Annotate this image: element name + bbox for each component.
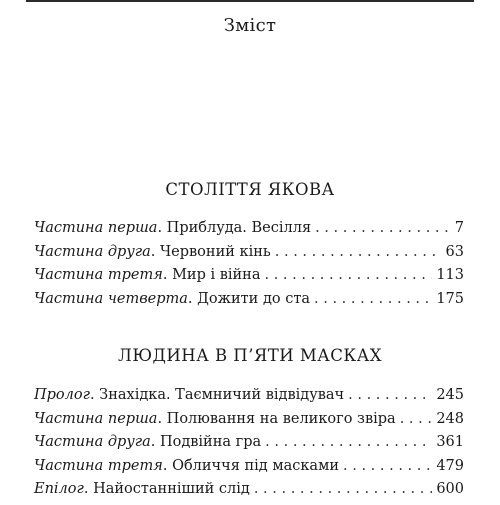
toc-entry-part: Пролог (34, 387, 90, 403)
toc-entry-title: Знахідка. Таємничий відвідувач (99, 387, 345, 403)
dot-leader (314, 291, 432, 307)
dot-leader (348, 387, 432, 403)
toc-entry-title: Полювання на великого звіра (166, 410, 396, 427)
toc-entry[interactable]: Частина друга . Червоний кінь . . . 63 (34, 244, 464, 268)
toc-entry-title: Обличчя під масками (172, 457, 340, 474)
toc-list (34, 387, 464, 505)
toc-entry[interactable]: Частина перша . Приблуда. Весілля . . . 7 (34, 220, 464, 244)
dot-leader (343, 458, 432, 474)
toc-entry-part: Частина друга (34, 434, 151, 450)
toc-entry-part: Частина перша (34, 220, 158, 236)
toc-entry[interactable]: Частина друга . Подвійна гра . . . 361 (34, 434, 464, 458)
top-rule (26, 0, 474, 2)
toc-entry-part: Частина третя (34, 457, 163, 474)
section-heading: СТОЛІТТЯ ЯКОВА (165, 180, 335, 199)
dot-leader (265, 434, 432, 450)
toc-entry[interactable]: Частина третя . Обличчя під масками . . . 479 (34, 458, 464, 482)
toc-entry-page: 175 (436, 290, 464, 307)
toc-entry-title: Найостанніший слід (93, 481, 250, 497)
toc-entry[interactable]: Частина третя . Мир і війна . . . 113 (34, 267, 464, 291)
toc-entry-part: Епілог (34, 481, 84, 497)
dot-leader (275, 244, 442, 260)
toc-entry-part: Частина перша (34, 410, 158, 427)
toc-entry[interactable]: Пролог . Знахідка. Таємничий відвідувач . . . 245 (34, 387, 464, 411)
toc-entry[interactable]: Частина четверта . Дожити до ста . . . 175 (34, 291, 464, 315)
toc-entry-part: Частина третя (34, 267, 163, 283)
toc-entry[interactable]: Епілог . Найостанніший слід . . . 600 (34, 481, 464, 505)
toc-entry-page: 63 (445, 243, 464, 260)
toc-entry-title: Дожити до ста (197, 290, 311, 307)
toc-entry-page: 7 (454, 220, 464, 236)
toc-entry-page: 245 (436, 387, 464, 403)
toc-list (34, 220, 464, 314)
toc-entry-page: 479 (436, 457, 464, 474)
dot-leader (265, 267, 433, 283)
toc-entry-part: Частина четверта (34, 290, 188, 307)
toc-entry-title: Приблуда. Весілля (166, 220, 312, 236)
toc-entry-part: Частина друга (34, 243, 151, 260)
toc-entry-page: 248 (436, 410, 464, 427)
toc-entry-title: Подвійна гра (159, 434, 262, 450)
toc-entry[interactable]: Частина перша . Полювання на великого звіра . . . 248 (34, 411, 464, 435)
section-heading: ЛЮДИНА В П’ЯТИ МАСКАХ (118, 346, 382, 365)
toc-entry-title: Червоний кінь (159, 243, 271, 260)
page-title: Зміст (223, 15, 277, 36)
dot-leader (254, 481, 432, 497)
toc-entry-page: 600 (436, 481, 464, 497)
toc-entry-page: 113 (436, 267, 464, 283)
toc-entry-page: 361 (436, 434, 464, 450)
dot-leader (315, 220, 451, 236)
dot-leader (400, 411, 433, 427)
toc-entry-title: Мир і війна (172, 267, 261, 283)
